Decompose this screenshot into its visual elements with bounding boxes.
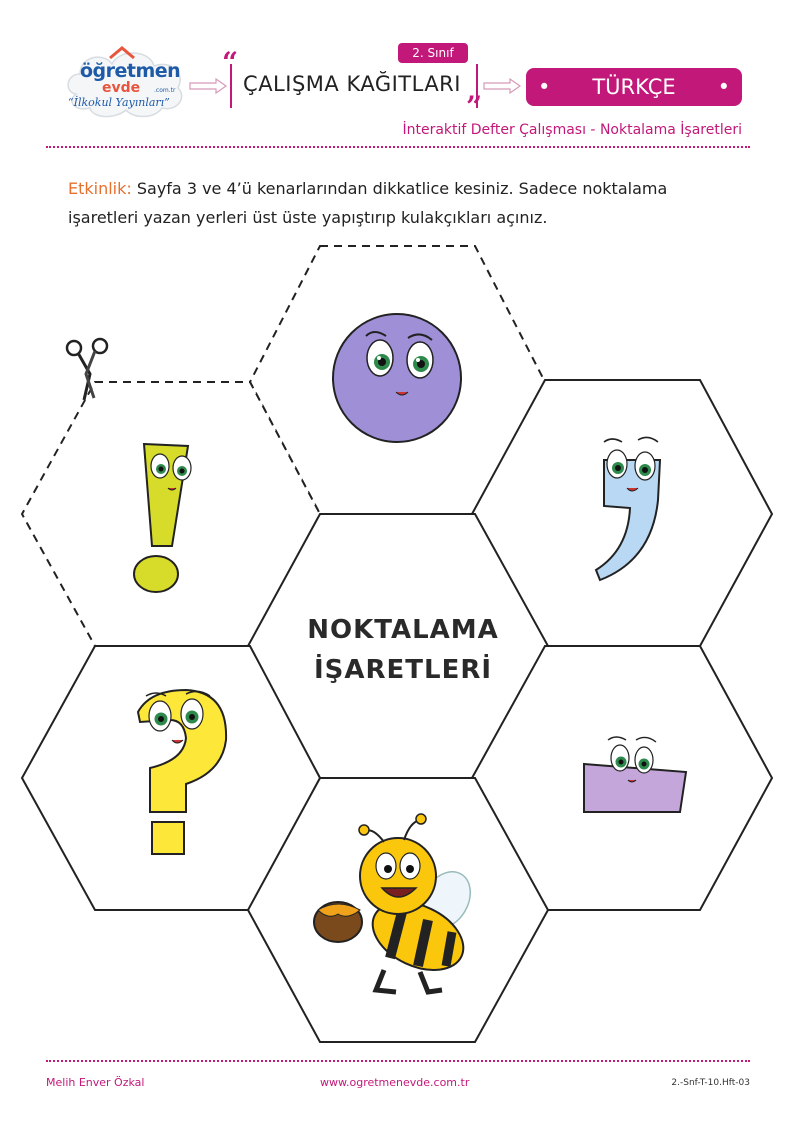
- instruction-label: Etkinlik:: [68, 179, 132, 198]
- svg-text:”: ”: [466, 90, 483, 120]
- subject-label: TÜRKÇE: [592, 75, 676, 99]
- subject-dot-left: •: [538, 75, 551, 99]
- logo-domain-text: .com.tr: [154, 87, 176, 94]
- subject-dot-right: •: [717, 75, 730, 99]
- worksheet-title: ÇALIŞMA KAĞITLARI: [243, 72, 461, 96]
- period-character-icon: [333, 314, 461, 442]
- instruction-body: Sayfa 3 ve 4’ü kenarlarından dikkatlice kesiniz. Sadece noktalama işaretleri yazan yerleri üst üste yapıştırıp kulakçıkları açınız.: [68, 179, 668, 227]
- footer-website: www.ogretmenevde.com.tr: [320, 1076, 470, 1089]
- grade-badge: 2. Sınıf: [398, 43, 468, 63]
- footer-code: 2.-Snf-T-10.Hft-03: [671, 1078, 750, 1088]
- footer-divider: [46, 1060, 750, 1062]
- logo-tagline: “İlkokul Yayınları”: [68, 96, 170, 109]
- footer-author: Melih Enver Özkal: [46, 1076, 145, 1089]
- logo-sub-text: evde: [102, 80, 141, 96]
- worksheet-subtitle: İnteraktif Defter Çalışması - Noktalama İşaretleri: [402, 122, 742, 138]
- center-title-line1: NOKTALAMA: [307, 615, 499, 645]
- center-title: [290, 610, 516, 690]
- svg-text:“: “: [222, 50, 239, 79]
- logo-main-text: öğretmen: [80, 60, 181, 82]
- center-title-line2: İŞARETLERİ: [313, 655, 493, 685]
